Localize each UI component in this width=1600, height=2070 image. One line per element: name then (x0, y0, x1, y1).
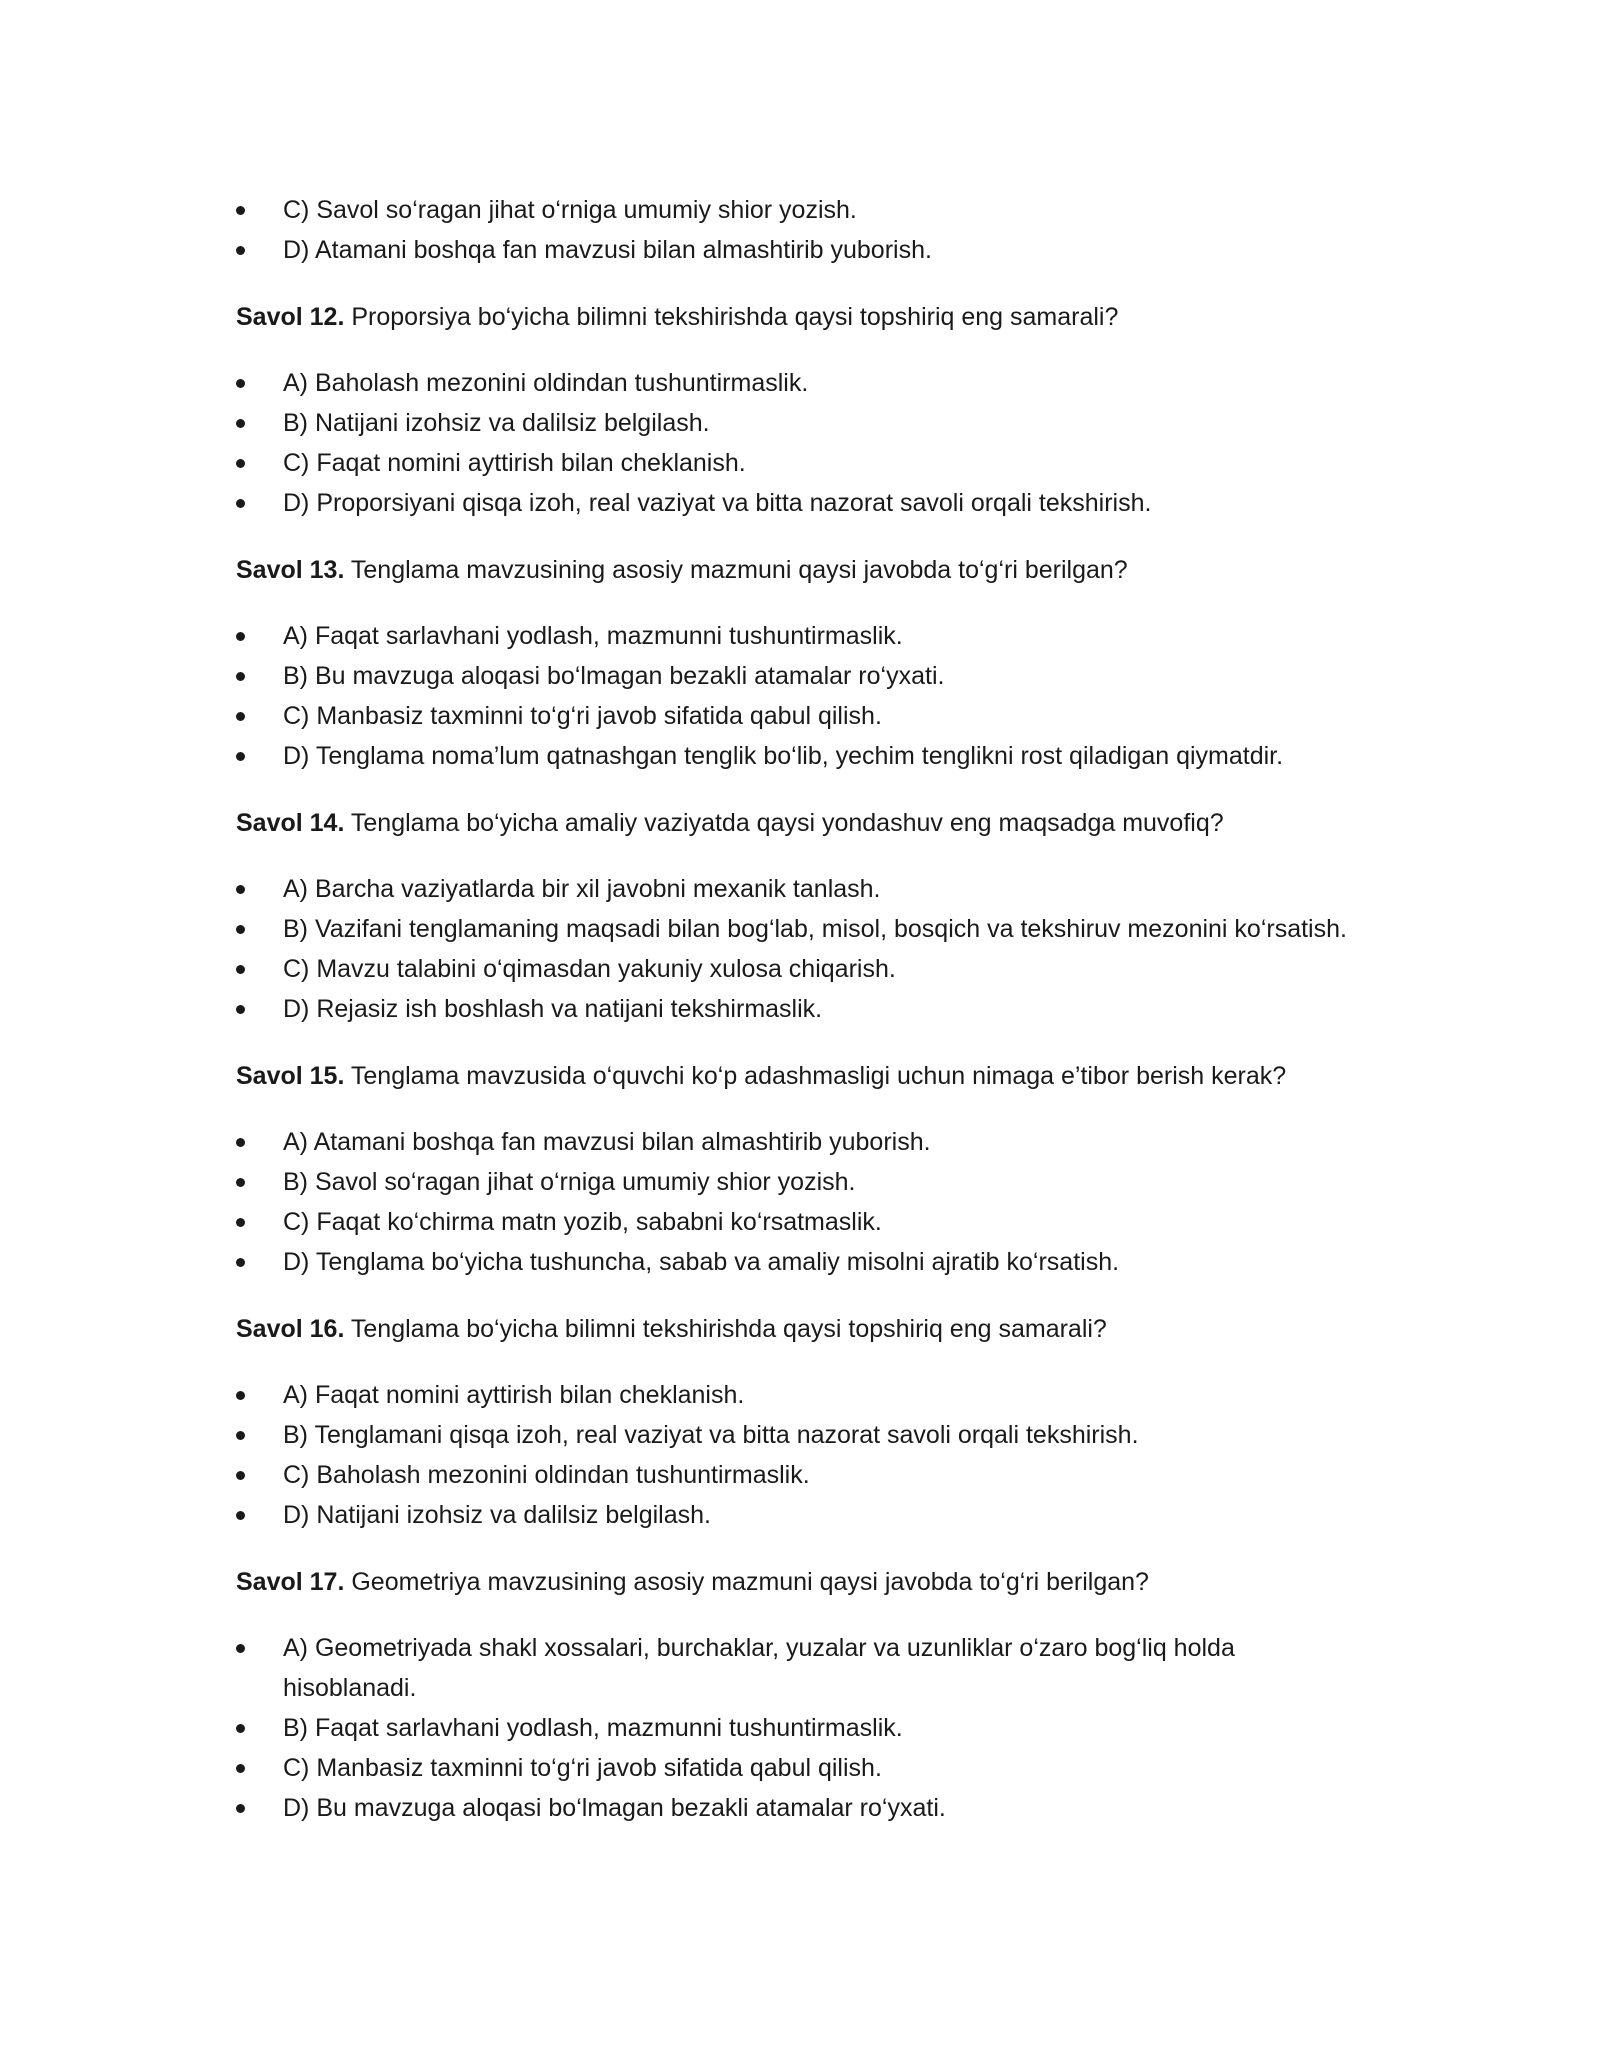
question-heading (236, 1562, 1366, 1602)
bullet-icon (236, 246, 245, 255)
bullet-icon (236, 712, 245, 721)
options-list (236, 1375, 1366, 1535)
bullet-icon (236, 379, 245, 388)
option-text: D) Bu mavzuga aloqasi bo‘lmagan bezakli atamalar ro‘yxati. (283, 1794, 946, 1822)
bullet-icon (236, 632, 245, 641)
option-text: D) Tenglama bo‘yicha tushuncha, sabab va amaliy misolni ajratib ko‘rsatish. (283, 1248, 1120, 1276)
bullet-icon (236, 459, 245, 468)
bullet-icon (236, 1258, 245, 1267)
bullet-icon (236, 1218, 245, 1227)
bullet-icon (236, 1178, 245, 1187)
bullet-icon (236, 1138, 245, 1147)
option-text: A) Faqat nomini ayttirish bilan cheklanish. (283, 1381, 745, 1409)
question-number: Savol 15. (236, 1062, 345, 1090)
option-item (236, 1455, 1366, 1495)
option-item (236, 230, 1366, 270)
options-list (236, 363, 1366, 523)
question-number: Savol 13. (236, 556, 345, 584)
option-text: D) Natijani izohsiz va dalilsiz belgilash. (283, 1501, 711, 1529)
option-text: C) Mavzu talabini o‘qimasdan yakuniy xulosa chiqarish. (283, 955, 896, 983)
option-item (236, 1162, 1366, 1202)
option-text: A) Atamani boshqa fan mavzusi bilan almashtirib yuborish. (283, 1128, 931, 1156)
option-text: C) Baholash mezonini oldindan tushuntirmaslik. (283, 1461, 810, 1489)
option-item (236, 869, 1366, 909)
document-content (236, 190, 1366, 1828)
question-heading (236, 803, 1366, 843)
question-number: Savol 17. (236, 1568, 345, 1596)
question-heading (236, 1309, 1366, 1349)
bullet-icon (236, 1511, 245, 1520)
bullet-icon (236, 1391, 245, 1400)
option-text: A) Barcha vaziyatlarda bir xil javobni mexanik tanlash. (283, 875, 881, 903)
option-item (236, 909, 1366, 949)
option-text: B) Bu mavzuga aloqasi bo‘lmagan bezakli atamalar ro‘yxati. (283, 662, 945, 690)
option-item (236, 696, 1366, 736)
bullet-icon (236, 965, 245, 974)
question-heading (236, 297, 1366, 337)
option-text: B) Faqat sarlavhani yodlash, mazmunni tushuntirmaslik. (283, 1714, 903, 1742)
bullet-icon (236, 1005, 245, 1014)
option-item (236, 1495, 1366, 1535)
option-item (236, 949, 1366, 989)
bullet-icon (236, 1764, 245, 1773)
option-text: C) Faqat ko‘chirma matn yozib, sababni ko‘rsatmaslik. (283, 1208, 882, 1236)
bullet-icon (236, 419, 245, 428)
option-item (236, 483, 1366, 523)
bullet-icon (236, 1471, 245, 1480)
bullet-icon (236, 206, 245, 215)
option-item (236, 1375, 1366, 1415)
option-item (236, 1122, 1366, 1162)
options-list (236, 869, 1366, 1029)
option-text: B) Tenglamani qisqa izoh, real vaziyat va bitta nazorat savoli orqali tekshirish. (283, 1421, 1139, 1449)
leading-options-list (236, 190, 1366, 270)
option-item (236, 1415, 1366, 1455)
bullet-icon (236, 1804, 245, 1813)
option-item (236, 363, 1366, 403)
question-number: Savol 16. (236, 1315, 345, 1343)
options-list (236, 616, 1366, 776)
options-list (236, 1122, 1366, 1282)
option-item (236, 1708, 1366, 1748)
question-text: Tenglama mavzusining asosiy mazmuni qaysi javobda to‘g‘ri berilgan? (350, 556, 1128, 584)
option-text: B) Vazifani tenglamaning maqsadi bilan bog‘lab, misol, bosqich va tekshiruv mezonini ko‘rsatish. (283, 915, 1347, 943)
option-text: A) Geometriyada shakl xossalari, burchaklar, yuzalar va uzunliklar o‘zaro bog‘liq holda hisoblanadi. (283, 1634, 1235, 1702)
options-list (236, 1628, 1366, 1828)
option-text: D) Rejasiz ish boshlash va natijani tekshirmaslik. (283, 995, 823, 1023)
option-text: C) Savol so‘ragan jihat o‘rniga umumiy shior yozish. (283, 196, 857, 224)
option-text: D) Atamani boshqa fan mavzusi bilan almashtirib yuborish. (283, 236, 932, 264)
option-item (236, 736, 1366, 776)
option-text: D) Tenglama noma’lum qatnashgan tenglik bo‘lib, yechim tenglikni rost qiladigan qiymatdir. (283, 742, 1284, 770)
option-item (236, 1748, 1366, 1788)
bullet-icon (236, 1644, 245, 1653)
question-text: Tenglama bo‘yicha bilimni tekshirishda qaysi topshiriq eng samarali? (350, 1315, 1107, 1343)
option-text: C) Manbasiz taxminni to‘g‘ri javob sifatida qabul qilish. (283, 702, 882, 730)
bullet-icon (236, 925, 245, 934)
option-item (236, 1202, 1366, 1242)
option-item (236, 190, 1366, 230)
question-text: Tenglama bo‘yicha amaliy vaziyatda qaysi yondashuv eng maqsadga muvofiq? (350, 809, 1224, 837)
option-text: D) Proporsiyani qisqa izoh, real vaziyat va bitta nazorat savoli orqali tekshirish. (283, 489, 1152, 517)
question-number: Savol 14. (236, 809, 345, 837)
bullet-icon (236, 499, 245, 508)
option-item (236, 656, 1366, 696)
option-text: B) Natijani izohsiz va dalilsiz belgilash. (283, 409, 710, 437)
option-item (236, 1628, 1366, 1708)
question-heading (236, 550, 1366, 590)
option-item (236, 1242, 1366, 1282)
question-heading (236, 1056, 1366, 1096)
question-text: Proporsiya bo‘yicha bilimni tekshirishda qaysi topshiriq eng samarali? (351, 303, 1119, 331)
option-item (236, 443, 1366, 483)
option-text: C) Manbasiz taxminni to‘g‘ri javob sifatida qabul qilish. (283, 1754, 882, 1782)
option-text: B) Savol so‘ragan jihat o‘rniga umumiy shior yozish. (283, 1168, 856, 1196)
bullet-icon (236, 672, 245, 681)
option-item (236, 403, 1366, 443)
question-number: Savol 12. (236, 303, 345, 331)
option-item (236, 989, 1366, 1029)
bullet-icon (236, 1431, 245, 1440)
question-text: Tenglama mavzusida o‘quvchi ko‘p adashmasligi uchun nimaga e’tibor berish kerak? (350, 1062, 1287, 1090)
question-text: Geometriya mavzusining asosiy mazmuni qaysi javobda to‘g‘ri berilgan? (351, 1568, 1149, 1596)
option-text: C) Faqat nomini ayttirish bilan cheklanish. (283, 449, 746, 477)
option-text: A) Baholash mezonini oldindan tushuntirmaslik. (283, 369, 809, 397)
bullet-icon (236, 752, 245, 761)
bullet-icon (236, 1724, 245, 1733)
option-text: A) Faqat sarlavhani yodlash, mazmunni tushuntirmaslik. (283, 622, 903, 650)
bullet-icon (236, 885, 245, 894)
option-item (236, 1788, 1366, 1828)
option-item (236, 616, 1366, 656)
